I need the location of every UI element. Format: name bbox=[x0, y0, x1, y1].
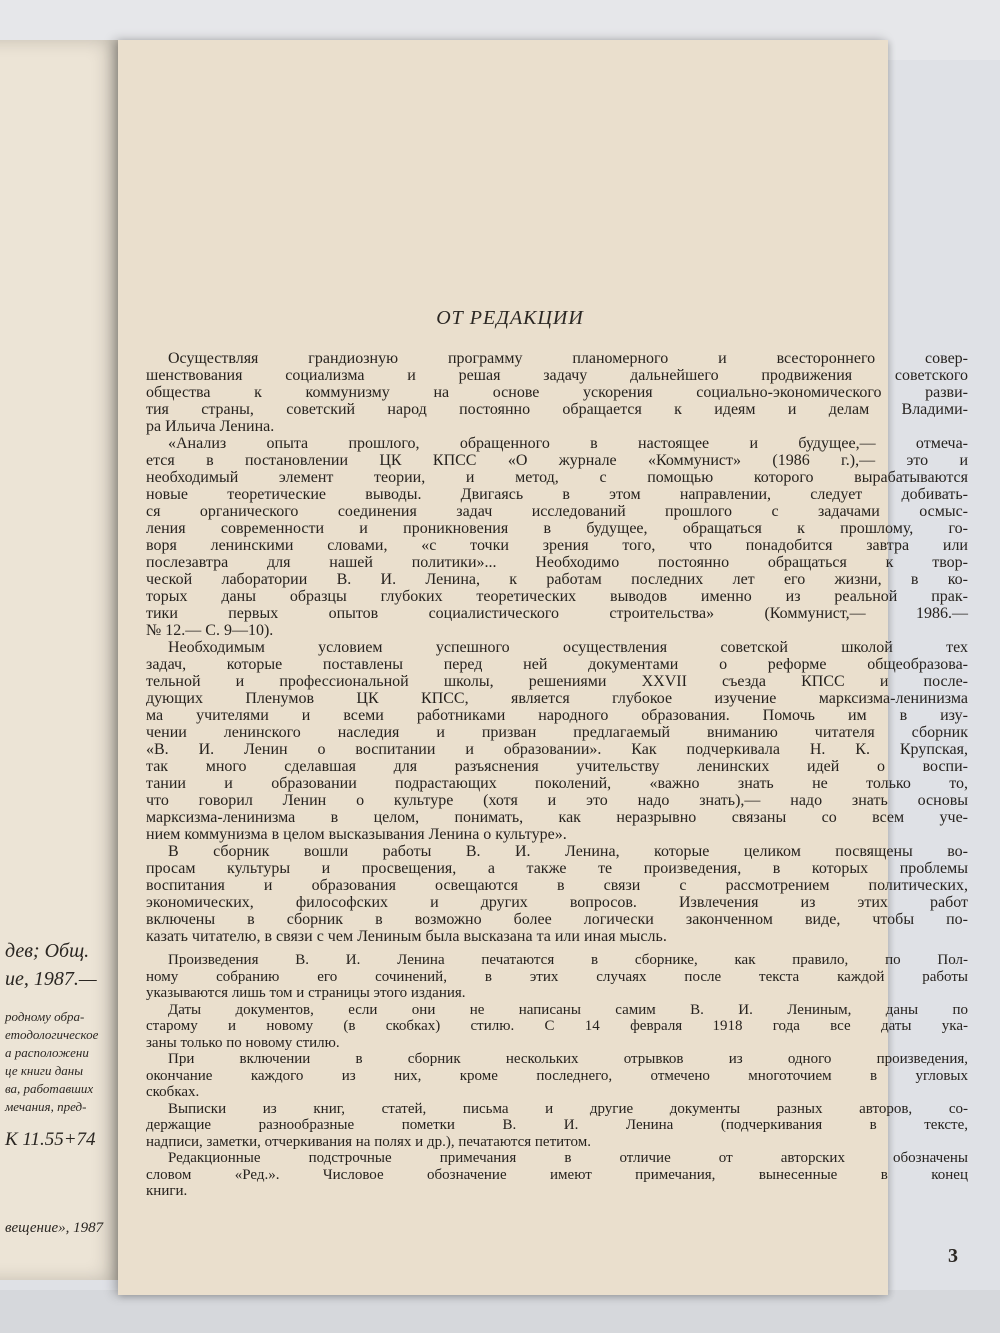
text-line: Даты документов, если они не написаны самим В. И. Лениным, даны по bbox=[168, 1001, 968, 1018]
left-fragment: дев; Общ. bbox=[5, 940, 90, 962]
paragraph bbox=[146, 843, 968, 945]
text-line: чении ленинского наследия и призван предлагаемый вниманию читателя сборник bbox=[146, 724, 968, 741]
text-line: В сборник вошли работы В. И. Ленина, которые целиком посвящены во- bbox=[168, 843, 968, 860]
text-line: ления современности и проникновения в будущее, обращаться к прошлому, го- bbox=[146, 520, 968, 537]
text-line: тельной и профессиональной школы, решениями XXVII съезда КПСС и после- bbox=[146, 673, 968, 690]
text-line: ному собранию его сочинений, в этих случаях после текста каждой работы bbox=[146, 968, 968, 985]
page-number: 3 bbox=[948, 1245, 958, 1267]
text-line: тия страны, советский народ постоянно обращается к идеям и делам Владими- bbox=[146, 401, 968, 418]
text-line: необходимый элемент теории, и метод, с помощью которого вырабатываются bbox=[146, 469, 968, 486]
text-line: общества к коммунизму на основе ускорения социально-экономического разви- bbox=[146, 384, 968, 401]
text-line: ма учителями и всеми работниками народного образования. Помочь им в изу- bbox=[146, 707, 968, 724]
page-title: ОТ РЕДАКЦИИ bbox=[436, 307, 584, 329]
text-line: старому и новому (в скобках) стилю. С 14 февраля 1918 года все даты ука- bbox=[146, 1018, 968, 1034]
text-line: марксизма-ленинизма в целом, понимать, как неразрывно связаны со всем уче- bbox=[146, 809, 968, 826]
left-fragment: ва, работавших bbox=[5, 1081, 94, 1096]
paragraph bbox=[146, 1051, 968, 1101]
text-line: тики первых опытов социалистического строительства» (Коммунист,— 1986.— bbox=[146, 605, 968, 622]
text-line: надписи, заметки, отчеркивания на полях и др.), печатаются петитом. bbox=[146, 1133, 591, 1150]
paragraph bbox=[146, 639, 968, 843]
text-line: скобках. bbox=[146, 1084, 200, 1100]
text-line: шенствования социализма и решая задачу дальнейшего продвижения советского bbox=[146, 367, 968, 384]
text-line: указываются лишь том и страницы этого издания. bbox=[146, 985, 466, 1001]
left-fragment: вещение», 1987 bbox=[5, 1220, 104, 1236]
left-fragment: це книги даны bbox=[5, 1063, 84, 1078]
body-text-upper bbox=[146, 350, 968, 945]
text-line: торых даны образцы глубоких теоретических выводов именно из реальной прак- bbox=[146, 588, 968, 605]
text-line: воря ленинскими словами, «с точки зрения того, что понадобится завтра или bbox=[146, 537, 968, 554]
text-line: послезавтра для нашей политики»... Необходимо постоянно обращаться к твор- bbox=[146, 554, 968, 571]
text-line: «Анализ опыта прошлого, обращенного в настоящее и будущее,— отмеча- bbox=[168, 435, 968, 452]
text-line: держащие разнообразные пометки В. И. Ленина (подчеркивания в тексте, bbox=[146, 1117, 968, 1133]
left-fragment: етодологическое bbox=[5, 1027, 99, 1042]
text-line: так много сделавшая для разъяснения учительству ленинских идей о воспи- bbox=[146, 758, 968, 775]
text-line: воспитания и образования освещаются в связи с рассмотрением политических, bbox=[146, 877, 968, 894]
table-surface bbox=[0, 1290, 1000, 1333]
text-line: ся органического соединения задач исследований прошлого с задачами осмыс- bbox=[146, 503, 968, 520]
left-fragment: родному обра- bbox=[5, 1009, 85, 1024]
text-line: экономических, философских и других вопросов. Извлечения из этих работ bbox=[146, 894, 968, 911]
text-line: окончание каждого из них, кроме последнего, отмечено многоточием в угловых bbox=[146, 1067, 968, 1084]
paragraph bbox=[146, 350, 968, 435]
text-line: Произведения В. И. Ленина печатаются в сборнике, как правило, по Пол- bbox=[168, 952, 968, 968]
text-line: заны только по новому стилю. bbox=[146, 1034, 340, 1051]
text-line: тании и образовании подрастающих поколений, «важно знать не только то, bbox=[146, 775, 968, 792]
text-line: казать читателю, в связи с чем Лениным была высказана та или иная мысль. bbox=[146, 928, 667, 945]
text-line: Выписки из книг, статей, письма и другие документы разных авторов, со- bbox=[168, 1100, 968, 1117]
text-line: словом «Ред.». Числовое обозначение имеют примечания, вынесенные в конец bbox=[146, 1166, 968, 1183]
text-line: задач, которые поставлены перед ней документами о реформе общеобразова- bbox=[146, 656, 968, 673]
paragraph bbox=[146, 435, 968, 639]
text-line: Редакционные подстрочные примечания в отличие от авторских обозначены bbox=[168, 1150, 968, 1166]
text-line: ра Ильича Ленина. bbox=[146, 418, 275, 435]
text-line: дующих Пленумов ЦК КПСС, является глубокое изучение марксизма-ленинизма bbox=[146, 690, 968, 707]
body-text-lower bbox=[146, 952, 968, 1200]
paragraph bbox=[146, 952, 968, 1002]
text-line: просам культуры и просвещения, а также те произведения, в которых проблемы bbox=[146, 860, 968, 877]
text-line: новые теоретические выводы. Двигаясь в этом направлении, следует добивать- bbox=[146, 486, 968, 503]
text-line: включены в сборник в возможно более логически законченном виде, чтобы по- bbox=[146, 911, 968, 928]
paragraph bbox=[146, 1002, 968, 1052]
left-fragment: ие, 1987.— bbox=[5, 968, 97, 990]
paragraph bbox=[146, 1150, 968, 1200]
left-fragment: мечания, пред- bbox=[5, 1099, 87, 1114]
text-line: «В. И. Ленин о воспитании и образовании». Как подчеркивала Н. К. Крупская, bbox=[146, 741, 968, 758]
text-line: Необходимым условием успешного осуществления советской школой тех bbox=[168, 639, 968, 656]
text-line: книги. bbox=[146, 1183, 188, 1199]
text-line: что говорил Ленин о культуре (хотя и это надо знать),— надо знать основы bbox=[146, 792, 968, 809]
left-fragment: К 11.55+74 bbox=[5, 1129, 96, 1150]
text-line: ется в постановлении ЦК КПСС «О журнале «Коммунист» (1986 г.),— это и bbox=[146, 452, 968, 469]
text-line: Осуществляя грандиозную программу планомерного и всестороннего совер- bbox=[168, 350, 968, 367]
left-page bbox=[0, 40, 120, 1280]
text-line: № 12.— С. 9—10). bbox=[146, 622, 274, 639]
text-line: нием коммунизма в целом высказывания Ленина о культуре». bbox=[146, 826, 567, 843]
paragraph bbox=[146, 1101, 968, 1151]
left-fragment: а расположени bbox=[5, 1045, 89, 1060]
text-line: ческой лаборатории В. И. Ленина, к работам последних лет его жизни, в ко- bbox=[146, 571, 968, 588]
text-line: При включении в сборник нескольких отрывков из одного произведения, bbox=[168, 1051, 968, 1067]
